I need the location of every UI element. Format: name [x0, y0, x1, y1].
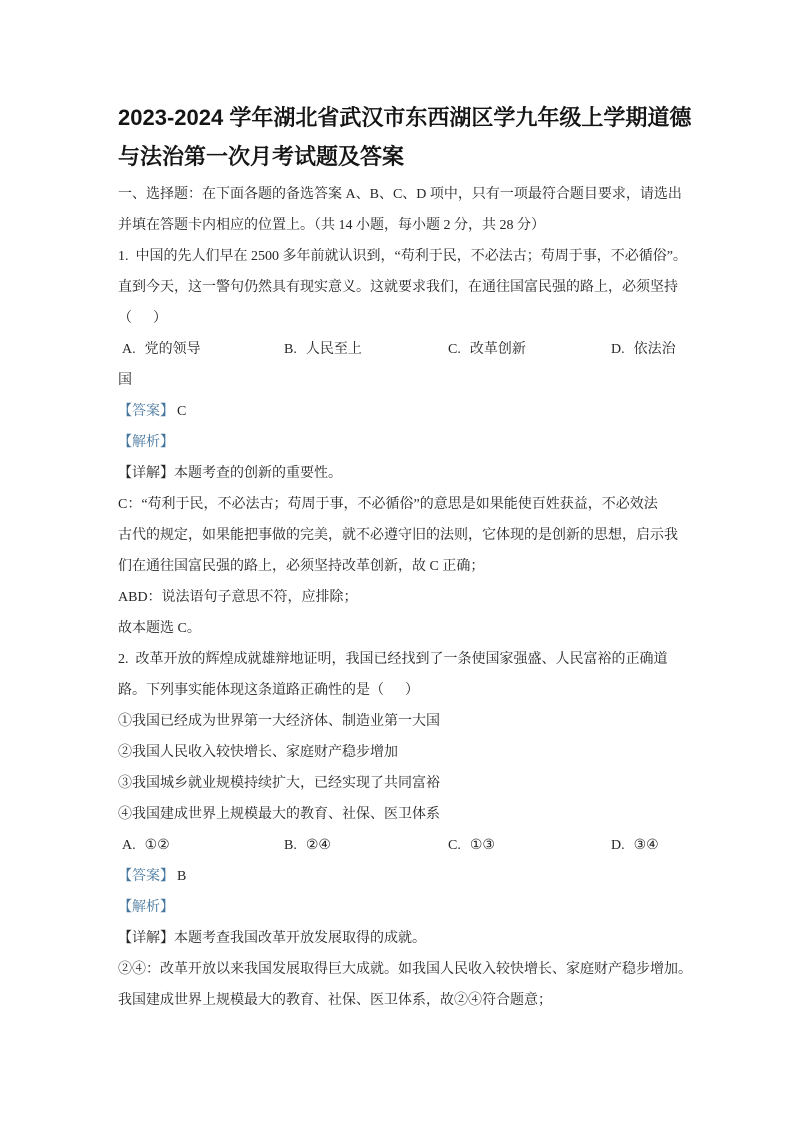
q2-option-a-text: ①② [144, 838, 170, 853]
q2-item-line-3: ③我国城乡就业规模持续扩大，已经实现了共同富裕 [118, 776, 440, 791]
q1-answer-value: C [177, 404, 187, 419]
q1-option-c [448, 334, 526, 365]
q2-answer-value: B [177, 869, 187, 884]
q2-answer-line [118, 861, 678, 892]
q2-detail-line-3: 我国建成世界上规模最大的教育、社保、医卫体系，故②④符合题意； [118, 993, 552, 1008]
q1-analysis-line [118, 427, 678, 458]
q1-option-d-overflow: 国 [118, 373, 132, 388]
q2-options-row [118, 830, 678, 861]
q2-detail-line-2: ②④：改革开放以来我国发展取得巨大成就。如我国人民收入较快增长、家庭财产稳步增加。 [118, 962, 692, 977]
q2-analysis-line [118, 892, 678, 923]
q2-option-d-text: ③④ [633, 838, 659, 853]
q2-option-b-label: B. [284, 838, 297, 853]
q2-option-c [448, 830, 495, 861]
q1-detail-line-2: C：“苟利于民，不必法古；苟周于事，不必循俗”的意思是如果能使百姓获益，不必效法 [118, 497, 658, 512]
q1-option-d-text: 依法治 [633, 342, 676, 357]
q1-option-d [611, 334, 676, 365]
q1-stem-line-3: （ ） [118, 311, 167, 326]
q1-option-c-text: 改革创新 [469, 342, 526, 357]
q1-stem-line-1: 1. 中国的先人们早在 2500 多年前就认识到，“苟利于民，不必法古；苟周于事，不必循俗”。 [118, 249, 687, 264]
q2-option-a-label: A. [122, 838, 136, 853]
q1-option-a [122, 334, 201, 365]
section-intro-line-2: 并填在答题卡内相应的位置上。（共 14 小题，每小题 2 分，共 28 分） [118, 218, 545, 233]
q2-item-line-1: ①我国已经成为世界第一大经济体、制造业第一大国 [118, 714, 440, 729]
document-title-line-2: 与法治第一次月考试题及答案 [118, 144, 405, 169]
q1-detail-line-1: 【详解】本题考查的创新的重要性。 [118, 466, 342, 481]
q2-detail-line-1: 【详解】本题考查我国改革开放发展取得的成就。 [118, 931, 426, 946]
q1-option-b-label: B. [284, 342, 297, 357]
q1-option-b-text: 人民至上 [305, 342, 362, 357]
q2-option-c-text: ①③ [469, 838, 495, 853]
q2-answer-label: 【答案】 [118, 869, 174, 884]
q1-option-c-label: C. [448, 342, 461, 357]
q2-stem-line-1: 2. 改革开放的辉煌成就雄辩地证明，我国已经找到了一条使国家强盛、人民富裕的正确道 [118, 652, 668, 667]
q1-detail-line-5: ABD：说法语句子意思不符，应排除； [118, 590, 358, 605]
q2-option-c-label: C. [448, 838, 461, 853]
q1-option-a-label: A. [122, 342, 136, 357]
q1-detail-line-3: 古代的规定，如果能把事做的完美，就不必遵守旧的法则，它体现的是创新的思想，启示我 [118, 528, 678, 543]
q2-option-b [284, 830, 331, 861]
q1-stem-line-2: 直到今天，这一警句仍然具有现实意义。这就要求我们，在通往国富民强的路上，必须坚持 [118, 280, 678, 295]
section-intro-line-1: 一、选择题：在下面各题的备选答案 A、B、C、D 项中，只有一项最符合题目要求，请选出 [118, 187, 682, 202]
q2-option-b-text: ②④ [305, 838, 331, 853]
q1-detail-line-6: 故本题选 C。 [118, 621, 201, 636]
q2-item-line-4: ④我国建成世界上规模最大的教育、社保、医卫体系 [118, 807, 440, 822]
document-content [118, 98, 692, 1016]
q1-answer-line [118, 396, 678, 427]
q1-answer-label: 【答案】 [118, 404, 174, 419]
q2-option-a [122, 830, 170, 861]
q2-option-d [611, 830, 659, 861]
document-title [118, 98, 692, 176]
q1-detail-line-4: 们在通往国富民强的路上，必须坚持改革创新，故 C 正确； [118, 559, 485, 574]
q2-option-d-label: D. [611, 838, 625, 853]
q1-analysis-label: 【解析】 [118, 435, 174, 450]
q1-option-b [284, 334, 362, 365]
document-body [118, 179, 692, 1016]
q2-analysis-label: 【解析】 [118, 900, 174, 915]
q2-item-line-2: ②我国人民收入较快增长、家庭财产稳步增加 [118, 745, 398, 760]
q1-option-d-label: D. [611, 342, 625, 357]
document-title-line-1: 2023-2024 学年湖北省武汉市东西湖区学九年级上学期道德 [118, 105, 692, 130]
q1-options-row [118, 334, 678, 365]
q1-option-a-text: 党的领导 [144, 342, 201, 357]
q2-stem-line-2: 路。下列事实能体现这条道路正确性的是（ ） [118, 683, 419, 698]
